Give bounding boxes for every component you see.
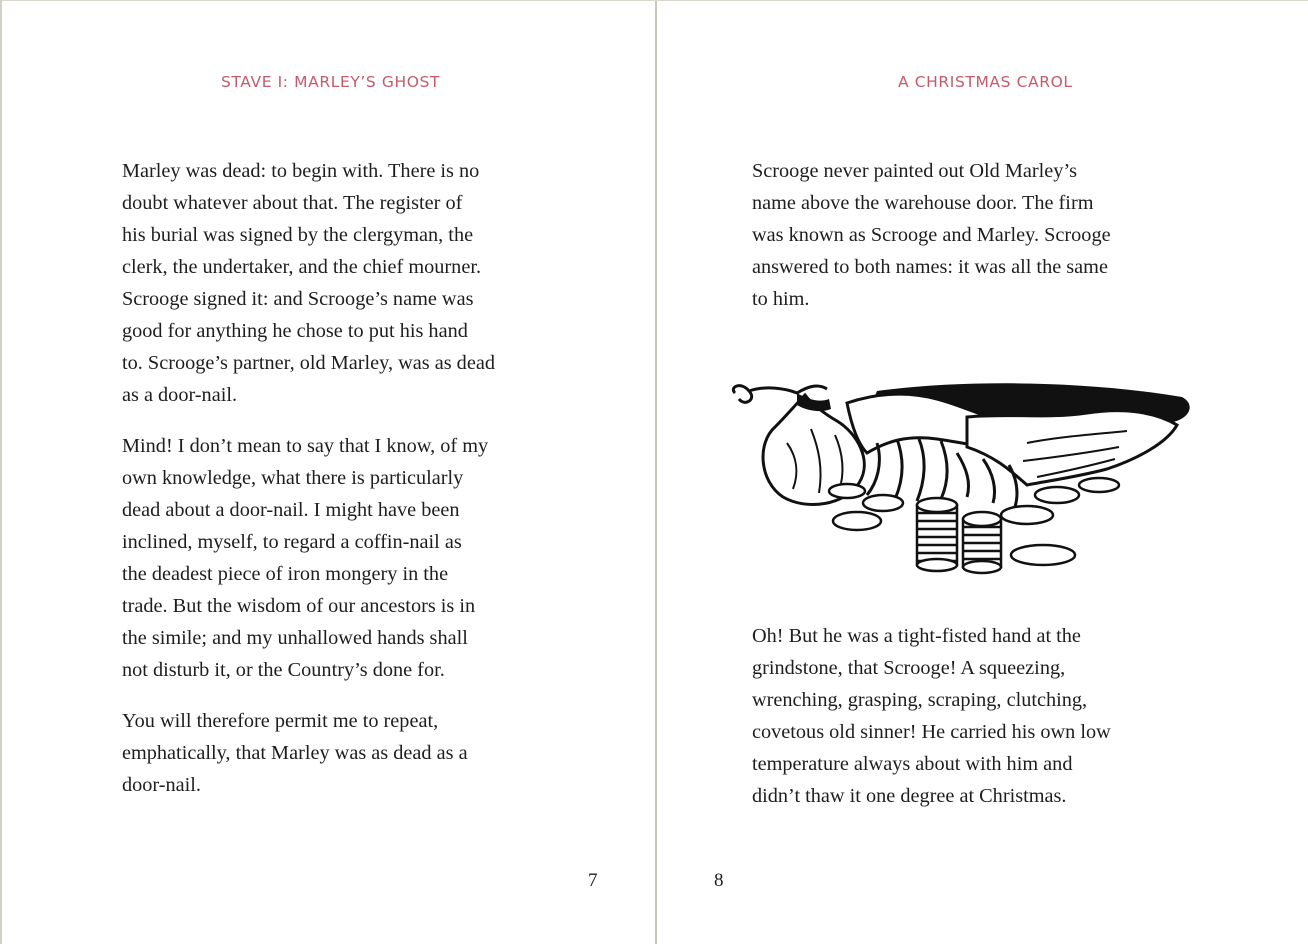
text-line: not disturb it, or the Country’s done for. [122,659,445,681]
right-paragraph-2 [752,620,1212,812]
text-line: inclined, myself, to regard a coffin-nail as [122,531,462,553]
text-line: You will therefore permit me to repeat, [122,710,439,732]
text-line: was known as Scrooge and Marley. Scrooge [752,224,1111,246]
text-line: doubt whatever about that. The register of [122,192,463,214]
text-line: emphatically, that Marley was as dead as a [122,742,468,764]
money-bag-hands-coins-illustration [727,373,1192,578]
text-line: dead about a door-nail. I might have been [122,499,460,521]
text-line: as a door-nail. [122,384,238,406]
text-line: grindstone, that Scrooge! A squeezing, [752,657,1066,679]
text-line: good for anything he chose to put his hand [122,320,468,342]
text-line: to. Scrooge’s partner, old Marley, was as dead [122,352,495,374]
left-page-number: 7 [588,870,598,891]
left-paragraph-1 [122,155,572,411]
text-line: clerk, the undertaker, and the chief mourner. [122,256,482,278]
text-line: trade. But the wisdom of our ancestors is in [122,595,476,617]
left-paragraph-3 [122,705,572,801]
text-line: Marley was dead: to begin with. There is no [122,160,480,182]
right-page [657,1,1308,944]
text-line: to him. [752,288,810,310]
left-page [2,1,655,944]
left-body-text [122,155,572,820]
right-running-head: A CHRISTMAS CAROL [898,73,1073,91]
text-line: Scrooge signed it: and Scrooge’s name was [122,288,474,310]
left-paragraph-2 [122,430,572,686]
text-line: wrenching, grasping, scraping, clutching, [752,689,1088,711]
text-line: the simile; and my unhallowed hands shall [122,627,468,649]
text-line: Mind! I don’t mean to say that I know, of my [122,435,489,457]
text-line: Scrooge never painted out Old Marley’s [752,160,1077,182]
text-line: own knowledge, what there is particularly [122,467,464,489]
text-line: his burial was signed by the clergyman, the [122,224,474,246]
text-line: temperature always about with him and [752,753,1073,775]
text-line: answered to both names: it was all the same [752,256,1108,278]
text-line: the deadest piece of iron mongery in the [122,563,449,585]
left-running-head: STAVE I: MARLEY’S GHOST [221,73,441,91]
right-page-number: 8 [714,870,724,891]
text-line: didn’t thaw it one degree at Christmas. [752,785,1067,807]
text-line: door-nail. [122,774,202,796]
text-line: name above the warehouse door. The firm [752,192,1094,214]
right-paragraph-1 [752,155,1212,315]
text-line: Oh! But he was a tight-fisted hand at the [752,625,1081,647]
text-line: covetous old sinner! He carried his own low [752,721,1111,743]
